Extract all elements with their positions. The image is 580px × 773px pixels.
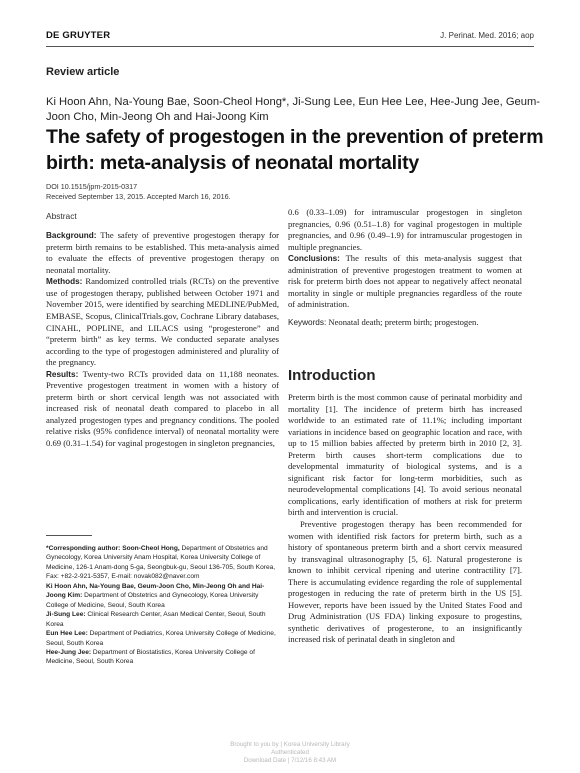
right-column-abstract (288, 207, 522, 328)
doi: DOI 10.1515/jpm-2015-0317 (46, 182, 138, 191)
corresponding-label: *Corresponding author: Soon-Cheol Hong, (46, 545, 180, 552)
keywords (288, 317, 522, 329)
affiliation-4 (46, 648, 279, 667)
affiliation-3 (46, 629, 279, 648)
background-text: The safety of preventive progestogen therapy for preterm birth remains to be established. This meta-analysis aimed to evaluate the effects of preventive progestogen therapy on neonatal mortality. (46, 230, 279, 275)
keywords-label: Keywords: (288, 317, 327, 327)
article-type: Review article (46, 66, 120, 78)
corresponding-text: Department of Obstetrics and Gynecology, Korea University Anam Hospital, Korea University College of Medicine, 126-1 Anam-dong 5-ga, Seongbuk-gu, Seoul 136-705, South Korea, Fax: +82-2-921-5357, E-mail: novak082@naver.com (46, 545, 276, 581)
abstract-methods (46, 276, 279, 368)
footnote-divider (46, 535, 92, 536)
introduction-heading: Introduction (288, 367, 376, 384)
keywords-text: Neonatal death; preterm birth; progestogen. (328, 316, 479, 327)
affiliation-1 (46, 582, 279, 610)
abstract-heading: Abstract (46, 210, 77, 221)
abstract-conclusions (288, 253, 522, 311)
affiliation-4-label: Hee-Jung Jee: (46, 648, 92, 656)
watermark-line-1: Brought to you by | Korea University Library (230, 741, 350, 748)
methods-text: Randomized controlled trials (RCTs) on the preventive use of progestogen therapy, published between October 1971 and November 2015, were identified by searching MEDLINE/PubMed, EMBASE, Scopus, ClinicalTrials.gov, Cochrane Library databases, CINAHL, POPLINE, and LILACS using “progesterone” and “preterm birth” as key terms. We conducted separate analyses according to the type of progestogen administered and plurality of the pregnancy. (46, 276, 280, 368)
abstract-background (46, 230, 279, 276)
introduction-body (288, 392, 522, 646)
affiliation-4-text: Department of Biostatistics, Korea University College of Medicine, Seoul, South Korea (46, 648, 255, 666)
abstract-results (46, 369, 279, 450)
intro-paragraph-2: Preventive progestogen therapy has been recommended for women with identified risk factors for preterm birth, such as a history of spontaneous preterm birth and a short cervix measured by transvaginal ultrasonography [5, 6]. Natural progesterone is known to inhibit cervical ripening and uterine contractility [7]. There is accumulating evidence regarding the role of supplemental progestogen in reducing the rate of preterm birth in the US [5]. However, reports have been issued by the United States Food and Drug Administration (US FDA) linking exposure to progestins, synthetic derivatives of progesterone, to an insignificantly increased risk of perinatal death in singleton and (288, 519, 522, 645)
header-divider (46, 46, 534, 47)
journal-reference: J. Perinat. Med. 2016; aop (440, 31, 534, 40)
conclusions-text: The results of this meta-analysis suggest that administration of preventive progestogen treatment to women at risk for preterm birth does not appear to negatively affect neonatal mortality in single or multiple pregnancies regardless of the route of administration. (288, 253, 522, 310)
received-accepted-dates: Received September 13, 2015. Accepted March 16, 2016. (46, 191, 231, 201)
affiliation-3-text: Department of Pediatrics, Korea University College of Medicine, Seoul, South Korea (46, 630, 276, 647)
methods-label: Methods: (46, 277, 83, 287)
affiliation-2 (46, 610, 279, 629)
affiliation-1-label: Ki Hoon Ahn, Na-Young Bae, Geum-Joon Cho, Min-Jeong Oh and Hai-Joong Kim: (46, 582, 265, 600)
affiliation-2-label: Ji-Sung Lee: (46, 611, 86, 619)
affiliation-3-label: Eun Hee Lee: (46, 630, 88, 638)
watermark-line-3: Download Date | 7/12/16 8:43 AM (243, 757, 337, 764)
conclusions-label: Conclusions: (288, 254, 340, 264)
running-header (46, 30, 534, 44)
results-text: Twenty-two RCTs provided data on 11,188 neonates. Preventive progestogen treatment in women with a history of preterm birth or short cervical length was not associated with increased risk of neonatal death compared to placebo in all analyzed progestogen types and pregnancy conditions. The pooled relative risks (95% confidence interval) of neonatal mortality were 0.69 (0.31–1.54) for vaginal progestogen in singleton pregnancies, (46, 368, 280, 448)
results-continued: 0.6 (0.33–1.09) for intramuscular progestogen in singleton pregnancies, 0.96 (0.51–1.8) for vaginal progestogen in multiple pregnancies, and 0.96 (0.49–1.9) for intramuscular progestogen in multiple pregnancies. (288, 207, 522, 252)
publisher-name: DE GRUYTER (46, 30, 111, 41)
footnotes (46, 544, 279, 667)
affiliation-1-text: Department of Obstetrics and Gynecology, Korea University College of Medicine, Seoul, South Korea (46, 592, 259, 609)
affiliation-2-text: Clinical Research Center, Asan Medical Center, Seoul, South Korea (46, 611, 266, 628)
article-title: The safety of progestogen in the prevention of preterm birth: meta-analysis of neonatal mortality (46, 126, 544, 174)
author-list: Ki Hoon Ahn, Na-Young Bae, Soon-Cheol Hong*, Ji-Sung Lee, Eun Hee Lee, Hee-Jung Jee, Geum-Joon Cho, Min-Jeong Oh and Hai-Joong Kim (46, 96, 541, 123)
left-column (46, 182, 279, 450)
background-label: Background: (46, 231, 97, 241)
results-label: Results: (46, 369, 79, 379)
watermark-line-2: Authenticated (271, 749, 309, 756)
corresponding-author (46, 544, 279, 582)
intro-paragraph-1: Preterm birth is the most common cause of perinatal morbidity and mortality [1]. The incidence of preterm birth has increased worldwide to an estimated rate of 11.1%; including important variations in incidence based on geographic location and race, with up to 15 million babies affected by preterm birth in 2010 [2, 3]. Preterm birth causes short-term complications due to developmental immaturity of biological systems, and is a significant risk factor for long-term morbidities, such as neurodevelopmental complications [4]. To avoid serious neonatal complications, early identification of mothers at risk for preterm birth and intervention is crucial. (288, 392, 522, 518)
